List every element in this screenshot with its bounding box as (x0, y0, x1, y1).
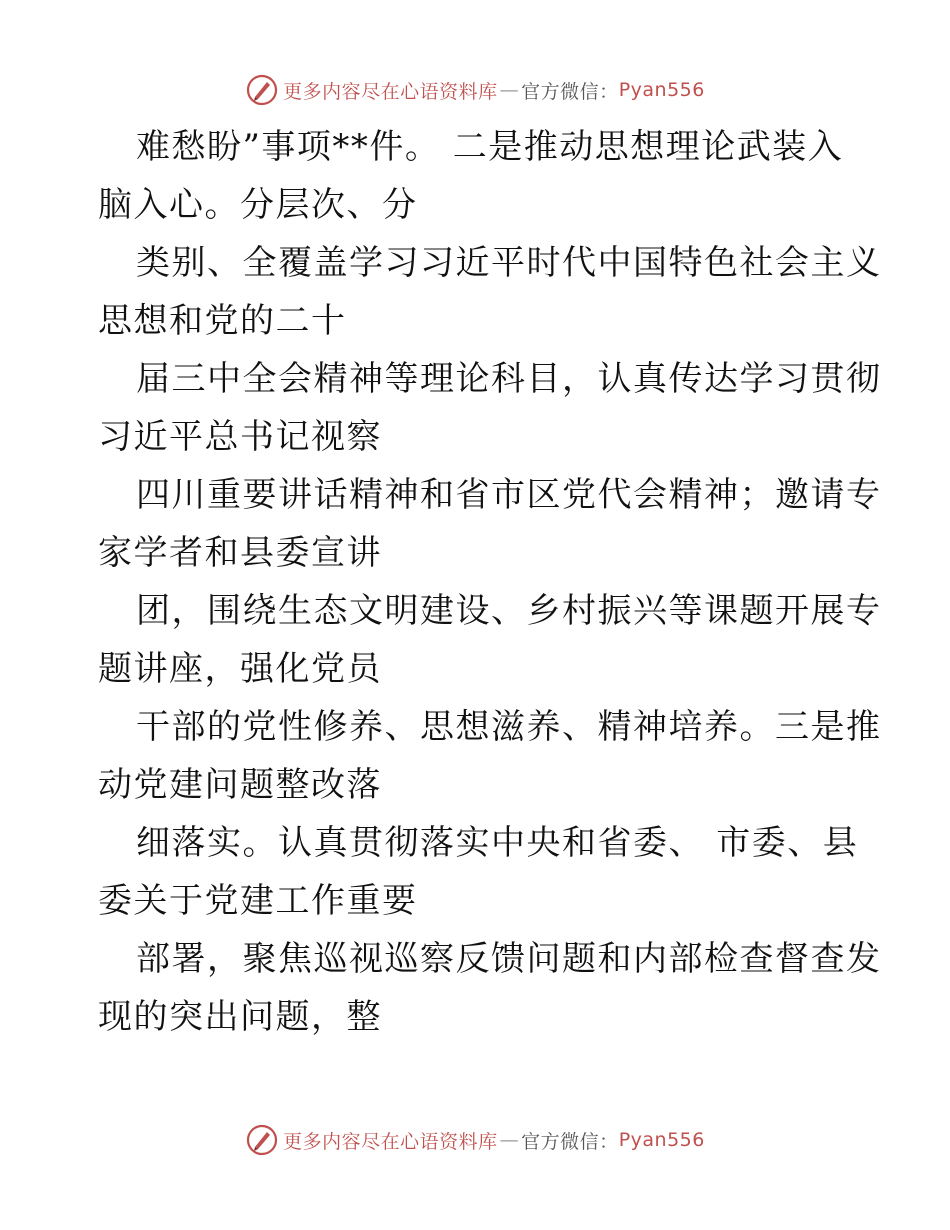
brand-logo-icon (245, 73, 279, 107)
body-line: 四川重要讲话精神和省市区党代会精神；邀请专 (136, 475, 882, 515)
body-line: 类别、全覆盖学习习近平时代中国特色社会主义 (136, 243, 882, 283)
footer-watermark (0, 1120, 950, 1160)
watermark-official-label: 官方微信： (521, 1130, 619, 1153)
body-line: 动党建问题整改落 (98, 765, 382, 805)
body-line: 细落实。认真贯彻落实中央和省委、 市委、县 (136, 823, 859, 863)
watermark-official-label: 官方微信： (521, 80, 619, 103)
watermark-wechat-id: Pyan556 (618, 1129, 705, 1151)
body-line: 家学者和县委宣讲 (98, 533, 382, 573)
watermark-brand: 更多内容尽在心语资料库 (283, 80, 498, 103)
body-line: 脑入心。分层次、分 (98, 185, 418, 225)
body-line: 委关于党建工作重要 (98, 881, 418, 921)
body-line: 难愁盼”事项**件。 二是推动思想理论武装入 (136, 127, 844, 167)
body-line: 习近平总书记视察 (98, 417, 382, 457)
body-line: 题讲座，强化党员 (98, 649, 382, 689)
body-line: 现的突出问题，整 (98, 997, 382, 1037)
watermark-brand: 更多内容尽在心语资料库 (283, 1130, 498, 1153)
body-line: 届三中全会精神等理论科目，认真传达学习贯彻 (136, 359, 882, 399)
body-line: 思想和党的二十 (98, 301, 347, 341)
watermark-dash: — (499, 79, 520, 101)
watermark-wechat-id: Pyan556 (618, 79, 705, 101)
body-line: 团，围绕生态文明建设、乡村振兴等课题开展专 (136, 591, 882, 631)
header-watermark (0, 70, 950, 110)
body-line: 干部的党性修养、思想滋养、精神培养。三是推 (136, 707, 882, 747)
watermark-dash: — (499, 1129, 520, 1151)
body-line: 部署，聚焦巡视巡察反馈问题和内部检查督查发 (136, 939, 882, 979)
brand-logo-icon (245, 1123, 279, 1157)
